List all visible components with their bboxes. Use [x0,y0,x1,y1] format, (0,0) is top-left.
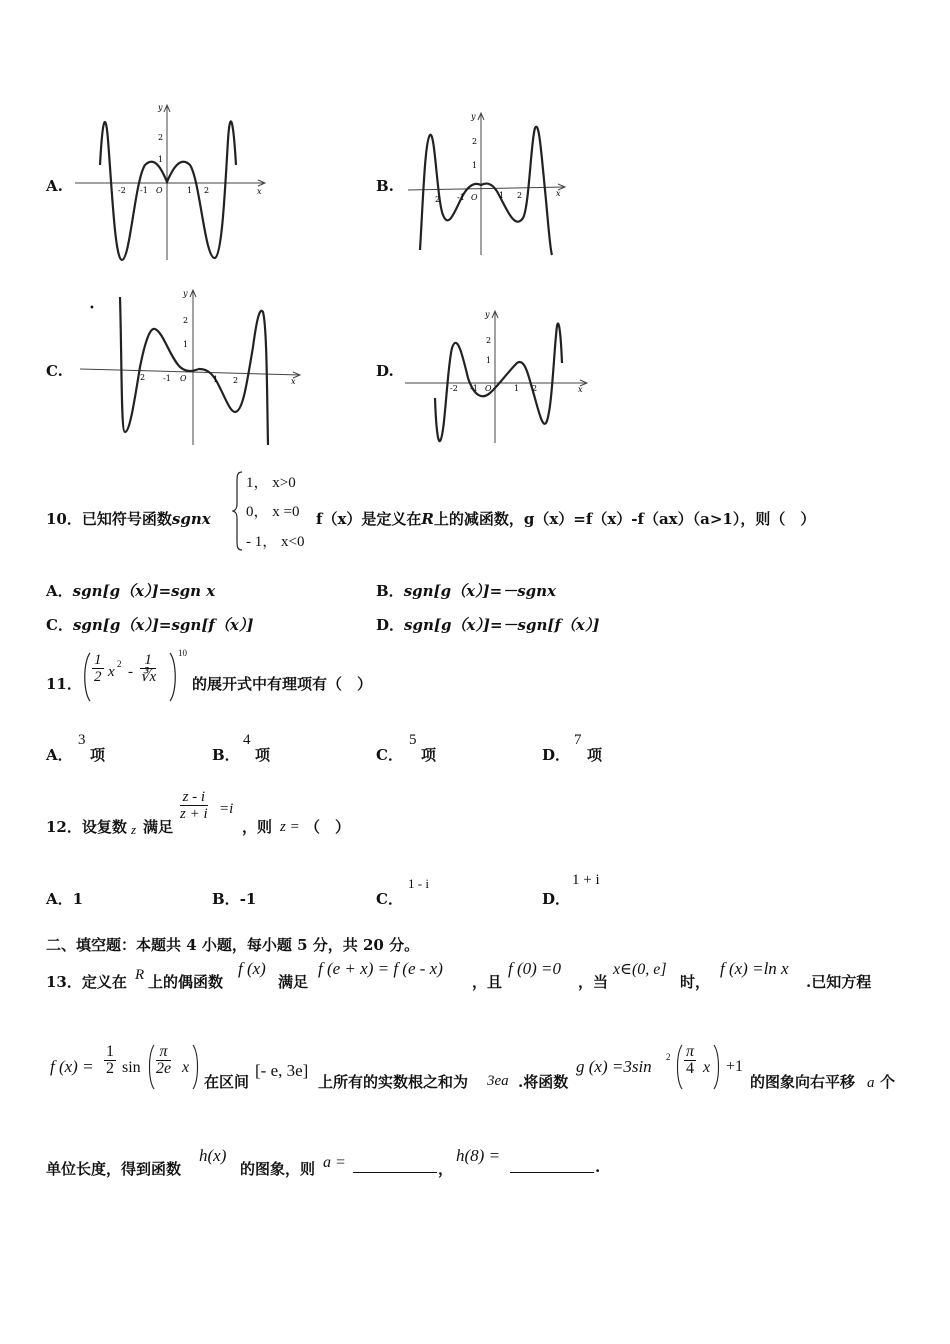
graph-d-ylabel: y [485,310,490,319]
q13-blank-a[interactable] [353,1158,437,1177]
q12-then: ，则 [242,818,273,836]
q11-option-b-label: B． [212,746,240,764]
q12-option-a-value: 1 [72,890,84,908]
q13-eq-rparen [191,1044,201,1090]
graph-c-tick-0: 2 [140,373,146,382]
q13-eq-lhs: f (x) = [50,1057,94,1076]
q10-stem [46,508,211,529]
q12-z: z [131,822,137,837]
graph-b-tick-2: O [471,193,478,202]
q12-zeq: z = [280,819,300,835]
graph-c-xlabel: x [291,377,296,386]
graph-label-c: C. [46,362,63,380]
q11-x2: x [108,664,115,680]
q11-option-c-unit: 项 [421,746,437,764]
q11-option-d-label: D． [542,746,571,764]
q12-number: 12． [46,818,82,836]
q12-option-c-label: C． [376,890,403,908]
graph-c-ylabel-0: 2 [183,316,189,325]
q13-interval: x∈(0, e] [613,961,667,978]
q10-option-d [376,614,599,635]
q10-option-a-label: A． [46,582,73,600]
q10-option-d-text: sgn[g（x）]=－sgn[f（x）] [404,616,600,634]
graph-d [402,308,592,448]
q13-t11: 的图象向右平移 [750,1073,856,1091]
q13-fln: f (x) =ln x [720,959,789,978]
q12-eq: =i [219,801,234,817]
q13-g-pifrac [684,1044,696,1077]
q13-eq-half-num: 1 [106,1043,114,1060]
graph-c-tick-1: -1 [163,374,171,383]
q13-t3: 满足 [278,973,309,991]
q13-eq-sin: sin [122,1059,141,1076]
q12-option-a-label: A． [46,890,73,908]
q13-h8: h(8) = [456,1146,501,1165]
graph-a-tick-0: -2 [118,186,126,195]
q13-comma: ， [438,1160,454,1178]
graph-c-tick-3: 1 [213,375,219,384]
q12-option-b [212,888,256,909]
q10-number: 10． [46,510,82,528]
q10-prefix: 已知符号函数 [81,510,172,528]
graph-a [70,100,270,265]
q13-g-sup: 2 [666,1052,671,1062]
graph-d-ylabel-1: 1 [486,356,492,365]
graph-label-b: B. [376,177,394,195]
graph-a-ylabel-1: 1 [158,155,164,164]
q13-eq-lparen [146,1044,156,1090]
graph-b-ylabel: y [471,112,476,121]
graph-d-tick-2: O [485,384,492,393]
q11-option-a-unit: 项 [90,746,106,764]
q10-option-a-text: sgn[g（x）]=sgn x [72,582,216,600]
q13-t5: ，当 [578,973,609,991]
q13-a-eq: a = [323,1154,346,1171]
q13-g-lparen [674,1044,684,1090]
q11-minus: - [128,664,133,680]
q13-number-t1 [46,971,127,992]
q12-option-d-label: D． [542,890,571,908]
q10-option-b-text: sgn[g（x）]=－sgnx [403,582,557,600]
q13-g-lhs: g (x) =3sin [576,1057,652,1076]
q13-g-plus: +1 [726,1058,744,1075]
q13-sum: 3ea [487,1073,509,1089]
q11-option-d-value: 7 [574,732,582,748]
q13-g-rparen [712,1044,722,1090]
q13-g-pi: π [686,1043,695,1060]
q13-eq-x: x [182,1059,190,1076]
graph-a-ylabel: y [158,103,163,112]
q12-option-d-value: 1 + i [572,872,600,888]
q12-frac-num: z - i [180,789,208,806]
q13-period: . [595,1158,601,1176]
q10-stem-1: f（x）是定义在 [316,510,422,528]
graph-b-ylabel-0: 2 [472,137,478,146]
q13-g-4: 4 [686,1060,694,1077]
section2-title: 二、填空题：本题共 4 小题，每小题 5 分，共 20 分。 [46,936,420,954]
q13-t4: ，且 [472,973,503,991]
graph-d-ylabel-0: 2 [486,336,492,345]
q11-frac1-den: 2 [94,669,102,685]
q12-option-a [46,888,83,909]
q11-frac2-num: 1 [140,652,156,669]
scan-dot: • [89,303,95,314]
graph-b-tick-0: 2 [435,195,441,204]
q13-t10: .将函数 [518,1073,569,1091]
q13-eq-half-den: 2 [106,1060,114,1077]
q11-sup2: 2 [117,659,122,669]
q13-f0: f (0) =0 [508,959,562,978]
graph-d-tick-0: -2 [450,384,458,393]
q10-case-0: 1， x>0 [246,475,296,491]
q12-stem-a [46,816,127,837]
q10-option-b [376,580,556,601]
q10-option-a [46,580,215,601]
q10-stem-2: 上的减函数，g（x）=f（x）-f（ax）（a>1），则（ ） [433,510,816,528]
q13-R: R [135,967,145,983]
q11-option-b-value: 4 [243,732,251,748]
q10-option-c [46,614,253,635]
q12-option-c-value: 1 - i [408,876,429,891]
graph-c-tick-4: 2 [233,376,239,385]
graph-b-xlabel: x [556,189,561,198]
q13-t1: 定义在 [81,973,127,991]
q12-fraction [180,789,208,822]
q11-option-b-unit: 项 [255,746,271,764]
q10-case-1: 0， x =0 [246,504,300,520]
q13-g-x: x [703,1059,711,1076]
q12-paren: （ ） [305,818,351,836]
graph-d-tick-3: 1 [514,384,520,393]
q10-option-c-label: C． [46,616,73,634]
graph-c [75,287,305,449]
q13-cond: f (e + x) = f (e - x) [318,959,443,978]
q12-frac-den: z + i [180,806,208,822]
graph-b-tick-1: -1 [457,193,465,202]
q13-t12: 个 [880,1073,896,1091]
graph-b-tick-3: 1 [499,191,505,200]
q13-range: [- e, 3e] [255,1061,309,1080]
q12-mid: 满足 [143,818,174,836]
q10-case-2: - 1， x<0 [246,534,305,550]
q11-option-c-value: 5 [409,732,417,748]
q11-power: 10 [178,648,187,658]
q13-eq-2e: 2e [156,1060,172,1077]
q11-frac2-den: ∛x [140,669,157,685]
graph-a-tick-1: -1 [140,186,148,195]
q11-option-a-label: A． [46,746,73,764]
q13-number: 13． [46,973,82,991]
q13-hx: h(x) [199,1146,227,1165]
graph-a-tick-4: 2 [204,186,210,195]
graph-a-xlabel: x [257,187,262,196]
graph-d-tick-1: -1 [470,384,478,393]
q12-prefix: 设复数 [81,818,127,836]
q13-t13: 单位长度，得到函数 [46,1160,182,1178]
q11-option-c-label: C． [376,746,403,764]
q13-t9: 上所有的实数根之和为 [318,1073,469,1091]
q13-t7: .已知方程 [806,973,872,991]
q13-t8: 在区间 [204,1073,250,1091]
graph-c-ylabel: y [183,289,188,298]
q11-option-d-unit: 项 [587,746,603,764]
q10-func: sgnx [171,510,211,528]
q11-frac1-num: 1 [94,652,102,668]
graph-b-tick-4: 2 [517,191,523,200]
q13-eq-pi: π [156,1044,171,1061]
graph-c-ylabel-1: 1 [183,340,189,349]
graph-d-tick-4: 2 [532,384,538,393]
graph-a-ylabel-0: 2 [158,133,164,142]
q13-fx: f (x) [238,959,266,978]
q10-option-b-label: B． [376,582,404,600]
graph-b-ylabel-1: 1 [472,161,478,170]
graph-a-tick-3: 1 [187,186,193,195]
q10-stem-rest [316,508,815,529]
graph-label-d: D. [376,362,394,380]
q12-option-b-label: B． [212,890,240,908]
q13-blank-h8[interactable] [510,1158,594,1177]
q11-number: 11． [46,675,82,693]
graph-b [405,110,570,260]
q13-t6: 时， [680,973,711,991]
graph-a-tick-2: O [156,186,163,195]
q10-stem-r: R [421,510,434,528]
graph-label-a: A. [46,177,63,195]
q13-eq-half [104,1044,116,1077]
q12-option-b-value: -1 [239,890,257,908]
q10-option-c-text: sgn[g（x）]=sgn[f（x）] [72,616,254,634]
graph-c-tick-2: O [180,374,187,383]
q13-a: a [867,1075,875,1091]
q11-stem: 的展开式中有理项有（ ） [192,675,373,693]
q13-t2: 上的偶函数 [148,973,224,991]
q13-t14: 的图象，则 [240,1160,316,1178]
q10-option-d-label: D． [376,616,405,634]
q11-option-a-value: 3 [78,732,86,748]
graph-d-xlabel: x [578,385,583,394]
q13-eq-pifrac [156,1044,171,1077]
